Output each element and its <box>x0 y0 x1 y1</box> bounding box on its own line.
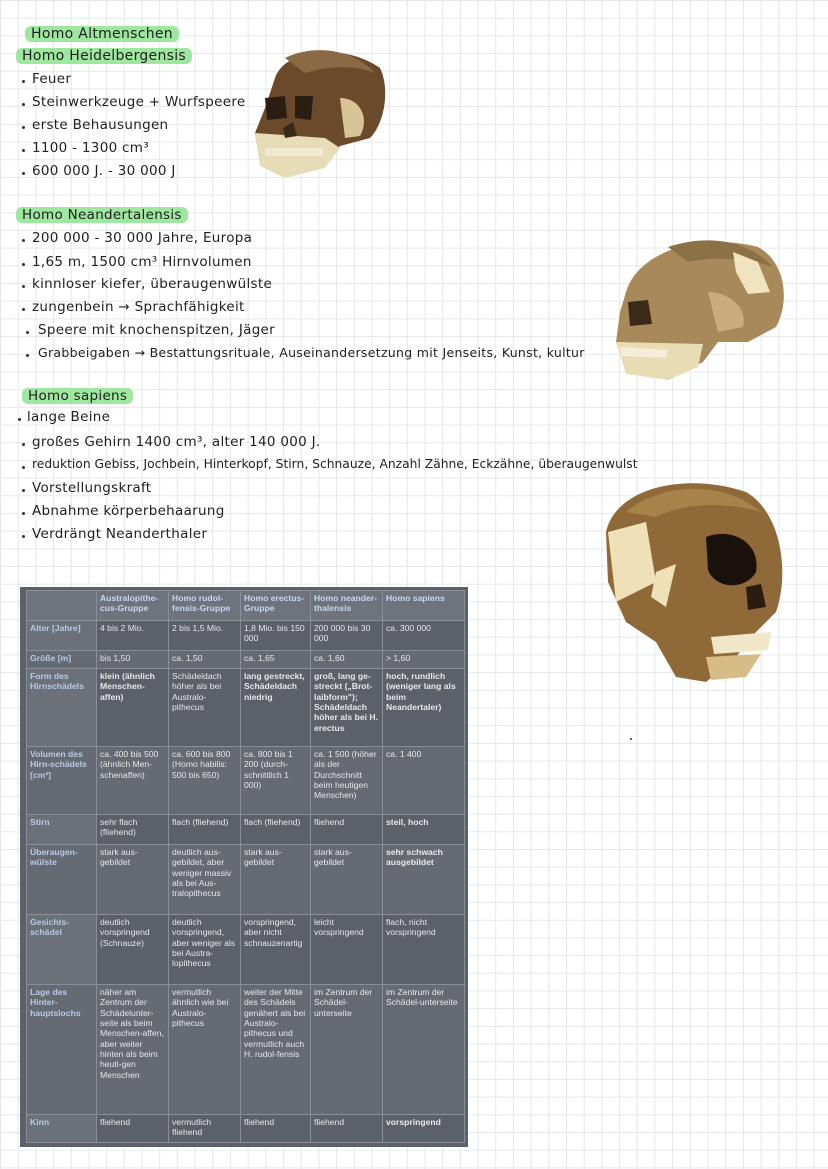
list-item: zungenbein → Sprachfähigkeit <box>32 299 245 315</box>
bullet <box>22 308 25 311</box>
table-cell: 200 000 bis 30 000 <box>311 621 383 651</box>
table-cell: > 1,60 <box>383 651 465 669</box>
table-cell: flach (fliehend) <box>241 815 311 845</box>
list-item: Abnahme körperbehaarung <box>32 503 225 519</box>
table-cell: flach, nicht vorspringend <box>383 915 465 985</box>
table-cell: ca. 1,65 <box>241 651 311 669</box>
bullet <box>22 103 25 106</box>
bullet <box>22 535 25 538</box>
table-cell: ca. 1,60 <box>311 651 383 669</box>
bullet <box>22 489 25 492</box>
table-cell: vorspringend, aber nicht schnauzenartig <box>241 915 311 985</box>
section-heading-neandertalensis: Homo Neandertalensis <box>16 207 188 223</box>
list-item: erste Behausungen <box>32 117 169 133</box>
table-cell: stark aus-gebildet <box>97 845 169 915</box>
table-cell: hoch, rundlich (weniger lang als beim Neandertaler) <box>383 669 465 747</box>
stray-dot <box>630 738 632 740</box>
table-row <box>27 651 465 669</box>
table-cell: 1,8 Mio. bis 150 000 <box>241 621 311 651</box>
table-cell: 2 bis 1,5 Mio. <box>169 621 241 651</box>
list-item: 1,65 m, 1500 cm³ Hirnvolumen <box>32 254 252 270</box>
table-row <box>27 845 465 915</box>
bullet <box>22 263 25 266</box>
table-cell: fliehend <box>311 1115 383 1143</box>
table-cell: ca. 1 400 <box>383 747 465 815</box>
bullet <box>22 466 25 469</box>
row-header: Stirn <box>27 815 97 845</box>
table-cell: im Zentrum der Schädel-unterseite <box>383 985 465 1115</box>
table-cell: ca. 300 000 <box>383 621 465 651</box>
section-heading-sapiens: Homo sapiens <box>22 388 133 404</box>
list-item: Feuer <box>32 71 72 87</box>
list-item: reduktion Gebiss, Jochbein, Hinterkopf, Stirn, Schnauze, Anzahl Zähne, Eckzähne, überaugenwulst <box>32 457 638 471</box>
table-row <box>27 985 465 1115</box>
bullet <box>22 80 25 83</box>
list-item: Speere mit knochenspitzen, Jäger <box>38 322 276 338</box>
table-cell: näher am Zentrum der Schädelunter-seite als beim Menschen-affen, aber weiter hinten als beim heuti-gen Menschen <box>97 985 169 1115</box>
table-header <box>27 591 97 621</box>
skull-heidelbergensis-icon <box>245 38 390 180</box>
table-cell: fliehend <box>97 1115 169 1143</box>
table-cell: vermutlich fliehend <box>169 1115 241 1143</box>
row-header: Form des Hirnschädels <box>27 669 97 747</box>
row-header: Lage des Hinter-hauptslochs <box>27 985 97 1115</box>
bullet <box>22 149 25 152</box>
list-item: 200 000 - 30 000 Jahre, Europa <box>32 230 253 246</box>
table-header: Homo erectus-Gruppe <box>241 591 311 621</box>
table-cell: Schädeldach höher als bei Australo-pithecus <box>169 669 241 747</box>
comparison-table <box>26 590 465 1143</box>
table-cell: ca. 1 500 (höher als der Durchschnitt beim heutigen Menschen) <box>311 747 383 815</box>
table-cell: stark aus-gebildet <box>311 845 383 915</box>
table-cell: deutlich aus-gebildet, aber weniger massiv als bei Aus-tralopithecus <box>169 845 241 915</box>
table-cell: fliehend <box>311 815 383 845</box>
list-item: 1100 - 1300 cm³ <box>32 140 149 156</box>
row-header: Gesichts-schädel <box>27 915 97 985</box>
table-cell: ca. 800 bis 1 200 (durch-schnittlich 1 000) <box>241 747 311 815</box>
table-header: Homo rudol-fensis-Gruppe <box>169 591 241 621</box>
table-cell: steil, hoch <box>383 815 465 845</box>
table-cell: vorspringend <box>383 1115 465 1143</box>
row-header: Kinn <box>27 1115 97 1143</box>
row-header: Alter [Jahre] <box>27 621 97 651</box>
list-item: Grabbeigaben → Bestattungsrituale, Auseinandersetzung mit Jenseits, Kunst, kultur <box>38 345 585 360</box>
row-header: Größe [m] <box>27 651 97 669</box>
table-cell: bis 1,50 <box>97 651 169 669</box>
skull-neanderthalensis-icon <box>608 232 790 382</box>
list-item: großes Gehirn 1400 cm³, alter 140 000 J. <box>32 434 321 450</box>
table-cell: 4 bis 2 Mio. <box>97 621 169 651</box>
list-item: Steinwerkzeuge + Wurfspeere <box>32 94 246 110</box>
bullet <box>26 331 29 334</box>
table-row <box>27 915 465 985</box>
bullet <box>22 172 25 175</box>
section-heading-heidelbergensis: Homo Heidelbergensis <box>16 48 192 64</box>
bullet <box>22 512 25 515</box>
table-row <box>27 621 465 651</box>
bullet <box>22 443 25 446</box>
table-cell: deutlich vorspringend, aber weniger als bei Austra-lopithecus <box>169 915 241 985</box>
bullet <box>22 126 25 129</box>
list-item: Verdrängt Neanderthaler <box>32 526 208 542</box>
row-header: Überaugen-wülste <box>27 845 97 915</box>
table-cell: lang gestreckt, Schädeldach niedrig <box>241 669 311 747</box>
table-header: Australopithe-cus-Gruppe <box>97 591 169 621</box>
table-cell: flach (fliehend) <box>169 815 241 845</box>
table-cell: stark aus-gebildet <box>241 845 311 915</box>
table-row <box>27 1115 465 1143</box>
table-cell: leicht vorspringend <box>311 915 383 985</box>
table-cell: klein (ähnlich Menschen-affen) <box>97 669 169 747</box>
table-header: Homo neander-thalensis <box>311 591 383 621</box>
table-cell: groß, lang ge-streckt („Brot-laibform"); Schädeldach höher als bei H. erectus <box>311 669 383 747</box>
table-cell: deutlich vorspringend (Schnauze) <box>97 915 169 985</box>
table-row <box>27 669 465 747</box>
table-cell: ca. 400 bis 500 (ähnlich Men-schenaffen) <box>97 747 169 815</box>
list-item: Vorstellungskraft <box>32 480 152 496</box>
table-row <box>27 747 465 815</box>
table-cell: sehr flach (fliehend) <box>97 815 169 845</box>
list-item: 600 000 J. - 30 000 J <box>32 163 176 179</box>
table-cell: fliehend <box>241 1115 311 1143</box>
table-row <box>27 815 465 845</box>
table-header: Homo sapiens <box>383 591 465 621</box>
bullet <box>26 354 29 357</box>
bullet <box>22 239 25 242</box>
bullet <box>22 285 25 288</box>
table-cell: weiter der Mitte des Schädels genähert als bei Australo-pithecus und vermutlich auch H. rudol-fensis <box>241 985 311 1115</box>
skull-sapiens-icon <box>596 472 790 684</box>
table-cell: im Zentrum der Schädel-unterseite <box>311 985 383 1115</box>
table-cell: vermutlich ähnlich wie bei Australo-pithecus <box>169 985 241 1115</box>
list-item: kinnloser kiefer, überaugenwülste <box>32 276 273 292</box>
table-cell: sehr schwach ausgebildet <box>383 845 465 915</box>
page-title: Homo Altmenschen <box>25 26 179 42</box>
row-header: Volumen des Hirn-schädels [cm³] <box>27 747 97 815</box>
table-cell: ca. 600 bis 800 (Homo habilis: 500 bis 650) <box>169 747 241 815</box>
list-item: lange Beine <box>27 409 111 425</box>
bullet <box>18 418 21 421</box>
table-cell: ca. 1,50 <box>169 651 241 669</box>
comparison-table-photo <box>20 587 468 1147</box>
